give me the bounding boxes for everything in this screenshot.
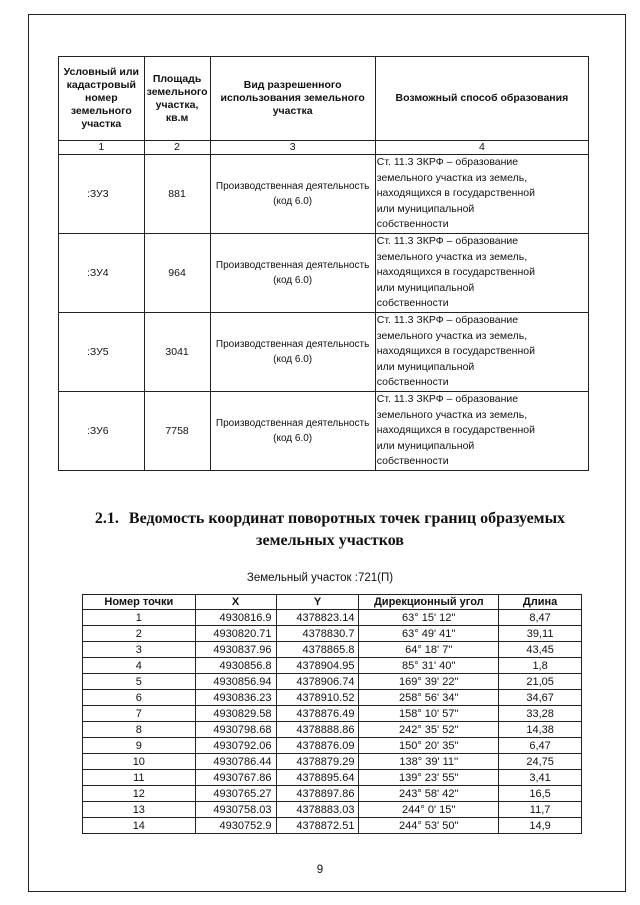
section-title-line2: земельных участков xyxy=(256,532,404,549)
length: 24,75 xyxy=(499,754,582,770)
bearing: 243° 58' 42'' xyxy=(359,786,499,802)
bearing: 63° 49' 41'' xyxy=(359,626,499,642)
plot-area: 7758 xyxy=(144,392,210,471)
table-row xyxy=(83,722,582,738)
bearing: 63° 15' 12'' xyxy=(359,610,499,626)
plot-formation-method xyxy=(375,313,588,392)
plot-id: :ЗУ5 xyxy=(59,313,145,392)
column-number: 3 xyxy=(210,141,375,155)
table-row xyxy=(83,754,582,770)
coord-x: 4930816.9 xyxy=(195,610,276,626)
length: 6,47 xyxy=(499,738,582,754)
method-line: Ст. 11.3 ЗКРФ – образование xyxy=(376,156,519,169)
coord-y: 4378879.29 xyxy=(276,754,359,770)
column-number: 2 xyxy=(144,141,210,155)
column-number: 4 xyxy=(375,141,588,155)
bearing: 244° 53' 50'' xyxy=(359,818,499,834)
point-number: 12 xyxy=(83,786,196,802)
coord-x: 4930792.06 xyxy=(195,738,276,754)
method-line: собственности xyxy=(376,297,449,310)
coord-x: 4930798.68 xyxy=(195,722,276,738)
coord-y: 4378876.09 xyxy=(276,738,359,754)
method-line: Ст. 11.3 ЗКРФ – образование xyxy=(376,314,519,327)
land-plot-row xyxy=(59,234,589,313)
column-number: 1 xyxy=(59,141,145,155)
point-number: 3 xyxy=(83,642,196,658)
length: 14,9 xyxy=(499,818,582,834)
bearing: 138° 39' 11'' xyxy=(359,754,499,770)
bearing: 169° 39' 22'' xyxy=(359,674,499,690)
header-permitted-use: Вид разрешенного использования земельного участка xyxy=(210,57,375,141)
plot-area: 3041 xyxy=(144,313,210,392)
length: 43,45 xyxy=(499,642,582,658)
method-line: земельного участка из земель, xyxy=(376,408,528,421)
coord-x: 4930786.44 xyxy=(195,754,276,770)
point-number: 14 xyxy=(83,818,196,834)
land-plot-row xyxy=(59,313,589,392)
method-line: Ст. 11.3 ЗКРФ – образование xyxy=(376,235,519,248)
point-number: 7 xyxy=(83,706,196,722)
coord-y: 4378906.74 xyxy=(276,674,359,690)
header-plot-number: Условный или кадастровый номер земельного участка xyxy=(59,57,145,141)
method-line: или муниципальной xyxy=(376,202,475,215)
method-line: Ст. 11.3 ЗКРФ – образование xyxy=(376,393,519,406)
table-row xyxy=(83,642,582,658)
point-number: 11 xyxy=(83,770,196,786)
bearing: 242° 35' 52'' xyxy=(359,722,499,738)
method-line: собственности xyxy=(376,376,449,389)
method-line: находящихся в государственной xyxy=(376,345,535,358)
length: 1,8 xyxy=(499,658,582,674)
plot-area: 881 xyxy=(144,155,210,234)
coord-x: 4930837.96 xyxy=(195,642,276,658)
point-number: 5 xyxy=(83,674,196,690)
table-row xyxy=(83,658,582,674)
coord-x: 4930767.86 xyxy=(195,770,276,786)
bearing: 150° 20' 35'' xyxy=(359,738,499,754)
method-line: находящихся в государственной xyxy=(376,424,535,437)
table-row xyxy=(83,610,582,626)
length: 16,5 xyxy=(499,786,582,802)
point-number: 1 xyxy=(83,610,196,626)
point-number: 6 xyxy=(83,690,196,706)
page-number: 9 xyxy=(316,864,324,876)
plot-formation-method xyxy=(375,234,588,313)
header-bearing: Дирекционный угол xyxy=(359,595,499,610)
header-area: Площадь земельного участка, кв.м xyxy=(144,57,210,141)
table-row xyxy=(83,706,582,722)
coord-y: 4378904.95 xyxy=(276,658,359,674)
plot-id: :ЗУ4 xyxy=(59,234,145,313)
method-line: собственности xyxy=(376,455,449,468)
point-number: 13 xyxy=(83,802,196,818)
length: 39,11 xyxy=(499,626,582,642)
bearing: 139° 23' 55'' xyxy=(359,770,499,786)
plot-use: Производственная деятельность (код 6.0) xyxy=(210,155,375,234)
point-number: 10 xyxy=(83,754,196,770)
length: 34,67 xyxy=(499,690,582,706)
bearing: 64° 18' 7'' xyxy=(359,642,499,658)
header-formation-method: Возможный способ образования xyxy=(375,57,588,141)
bearing: 258° 56' 34'' xyxy=(359,690,499,706)
plot-formation-method xyxy=(375,155,588,234)
coord-y: 4378910.52 xyxy=(276,690,359,706)
header-point-number: Номер точки xyxy=(83,595,196,610)
coord-y: 4378830.7 xyxy=(276,626,359,642)
land-plot-row xyxy=(59,155,589,234)
table-row xyxy=(83,690,582,706)
land-plots-table xyxy=(58,56,589,471)
length: 3,41 xyxy=(499,770,582,786)
section-title xyxy=(80,508,580,552)
method-line: или муниципальной xyxy=(376,281,475,294)
plot-formation-method xyxy=(375,392,588,471)
plot-id: :ЗУ6 xyxy=(59,392,145,471)
length: 33,28 xyxy=(499,706,582,722)
coord-y: 4378876.49 xyxy=(276,706,359,722)
plot-id: :ЗУ3 xyxy=(59,155,145,234)
method-line: земельного участка из земель, xyxy=(376,250,528,263)
table-caption: Земельный участок :721(П) xyxy=(246,572,394,584)
coord-x: 4930758.03 xyxy=(195,802,276,818)
section-title-line1: Ведомость координат поворотных точек границ образуемых xyxy=(128,510,566,527)
method-line: или муниципальной xyxy=(376,360,475,373)
coord-x: 4930765.27 xyxy=(195,786,276,802)
table-row xyxy=(83,802,582,818)
coord-x: 4930752.9 xyxy=(195,818,276,834)
coord-x: 4930820.71 xyxy=(195,626,276,642)
column-number-row xyxy=(59,141,589,155)
coord-y: 4378883.03 xyxy=(276,802,359,818)
coord-y: 4378897.86 xyxy=(276,786,359,802)
plot-use: Производственная деятельность (код 6.0) xyxy=(210,234,375,313)
coord-x: 4930836.23 xyxy=(195,690,276,706)
length: 21,05 xyxy=(499,674,582,690)
header-length: Длина xyxy=(499,595,582,610)
method-line: земельного участка из земель, xyxy=(376,329,528,342)
method-line: находящихся в государственной xyxy=(376,187,535,200)
point-number: 8 xyxy=(83,722,196,738)
method-line: находящихся в государственной xyxy=(376,266,535,279)
coord-x: 4930856.94 xyxy=(195,674,276,690)
bearing: 85° 31' 40'' xyxy=(359,658,499,674)
coord-y: 4378872.51 xyxy=(276,818,359,834)
point-number: 4 xyxy=(83,658,196,674)
coord-x: 4930829.58 xyxy=(195,706,276,722)
length: 8,47 xyxy=(499,610,582,626)
table-row xyxy=(83,738,582,754)
point-number: 9 xyxy=(83,738,196,754)
plot-area: 964 xyxy=(144,234,210,313)
coord-y: 4378823.14 xyxy=(276,610,359,626)
method-line: или муниципальной xyxy=(376,439,475,452)
coord-x: 4930856.8 xyxy=(195,658,276,674)
coord-y: 4378865.8 xyxy=(276,642,359,658)
coord-y: 4378888.86 xyxy=(276,722,359,738)
point-number: 2 xyxy=(83,626,196,642)
table-row xyxy=(83,786,582,802)
header-x: X xyxy=(195,595,276,610)
length: 11,7 xyxy=(499,802,582,818)
table-row xyxy=(83,818,582,834)
coordinates-table xyxy=(82,594,582,834)
header-y: Y xyxy=(276,595,359,610)
coord-y: 4378895.64 xyxy=(276,770,359,786)
land-plot-row xyxy=(59,392,589,471)
table-row xyxy=(83,674,582,690)
bearing: 244° 0' 15'' xyxy=(359,802,499,818)
table-row xyxy=(83,770,582,786)
length: 14,38 xyxy=(499,722,582,738)
table-row xyxy=(83,626,582,642)
section-number: 2.1. xyxy=(94,510,119,527)
bearing: 158° 10' 57'' xyxy=(359,706,499,722)
plot-use: Производственная деятельность (код 6.0) xyxy=(210,313,375,392)
plot-use: Производственная деятельность (код 6.0) xyxy=(210,392,375,471)
method-line: собственности xyxy=(376,218,449,231)
method-line: земельного участка из земель, xyxy=(376,171,528,184)
